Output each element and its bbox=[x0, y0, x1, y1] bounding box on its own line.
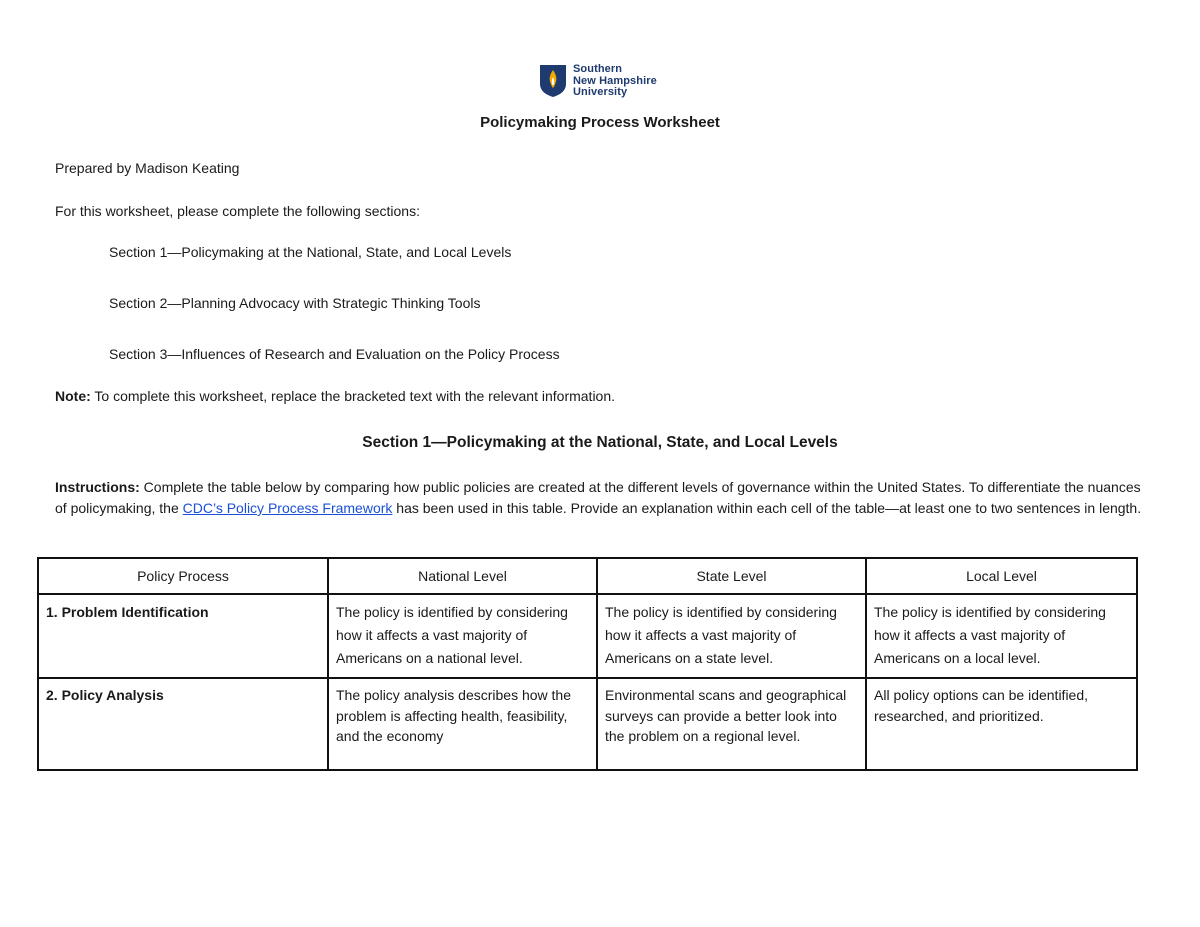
cell-national[interactable]: The policy is identified by considering how it affects a vast majority of Americans on a national level. bbox=[328, 594, 597, 678]
note-paragraph bbox=[55, 388, 615, 404]
section-list-item-1: Section 1—Policymaking at the National, State, and Local Levels bbox=[109, 244, 512, 260]
logo-line-2: New Hampshire bbox=[573, 74, 657, 87]
policy-process-table bbox=[37, 557, 1138, 771]
instructions-text-after: has been used in this table. Provide an explanation within each cell of the table—at least one to two sentences in length. bbox=[392, 500, 1142, 516]
cell-state[interactable]: The policy is identified by considering how it affects a vast majority of Americans on a state level. bbox=[597, 594, 866, 678]
header-national-level: National Level bbox=[328, 558, 597, 594]
cell-stage: 2. Policy Analysis bbox=[38, 678, 328, 770]
note-label: Note: bbox=[55, 388, 91, 404]
university-logo bbox=[539, 64, 657, 99]
document-title: Policymaking Process Worksheet bbox=[480, 114, 720, 131]
cell-state[interactable]: Environmental scans and geographical surveys can provide a better look into the problem on a regional level. bbox=[597, 678, 866, 770]
logo-line-1: Southern bbox=[573, 63, 623, 75]
note-text: To complete this worksheet, replace the bracketed text with the relevant information. bbox=[90, 388, 616, 404]
header-local-level: Local Level bbox=[866, 558, 1137, 594]
instructions-text-before: Complete the table below by comparing how public policies are created at the different levels of governance within the United States. To differentiate the nuances of policymaking, the bbox=[55, 479, 1141, 516]
cell-local[interactable]: All policy options can be identified, researched, and prioritized. bbox=[866, 678, 1137, 770]
instructions-label: Instructions: bbox=[55, 479, 140, 495]
header-policy-process: Policy Process bbox=[38, 558, 328, 594]
section-1-heading: Section 1—Policymaking at the National, State, and Local Levels bbox=[362, 434, 838, 451]
table-header-row bbox=[38, 558, 1137, 594]
flame-shield-icon bbox=[539, 64, 567, 98]
prepared-by: Prepared by Madison Keating bbox=[55, 160, 240, 176]
cell-stage: 1. Problem Identification bbox=[38, 594, 328, 678]
logo-line-3: University bbox=[573, 86, 628, 98]
section-list-item-2: Section 2—Planning Advocacy with Strategic Thinking Tools bbox=[109, 295, 481, 311]
cdc-framework-link[interactable]: CDC’s Policy Process Framework bbox=[182, 500, 393, 516]
table-row bbox=[38, 678, 1137, 770]
instructions-paragraph bbox=[55, 477, 1145, 519]
logo-wordmark bbox=[573, 64, 657, 99]
table-row bbox=[38, 594, 1137, 678]
section-list-item-3: Section 3—Influences of Research and Evaluation on the Policy Process bbox=[109, 346, 560, 362]
cell-local[interactable]: The policy is identified by considering how it affects a vast majority of Americans on a local level. bbox=[866, 594, 1137, 678]
intro-text: For this worksheet, please complete the following sections: bbox=[55, 203, 420, 219]
cell-national[interactable]: The policy analysis describes how the problem is affecting health, feasibility, and the economy bbox=[328, 678, 597, 770]
header-state-level: State Level bbox=[597, 558, 866, 594]
